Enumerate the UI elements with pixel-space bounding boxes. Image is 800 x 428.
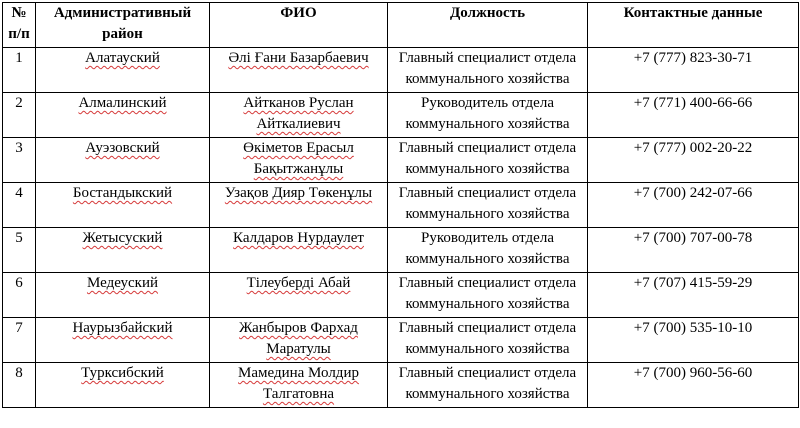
row-district bbox=[36, 48, 210, 93]
row-num: 7 bbox=[3, 318, 36, 363]
row-district bbox=[36, 273, 210, 318]
row-position: Главный специалист отдела коммунального хозяйства bbox=[388, 183, 588, 228]
row-district bbox=[36, 93, 210, 138]
row-fio bbox=[210, 273, 388, 318]
district-text: Алмалинский bbox=[78, 95, 167, 111]
row-num: 2 bbox=[3, 93, 36, 138]
table-row bbox=[3, 138, 799, 183]
table-row bbox=[3, 363, 799, 408]
header-contacts: Контактные данные bbox=[588, 3, 799, 48]
table-row bbox=[3, 228, 799, 273]
row-position: Главный специалист отдела коммунального хозяйства bbox=[388, 138, 588, 183]
row-contact: +7 (700) 535-10-10 bbox=[588, 318, 799, 363]
fio-text: Әлі Ғани Базарбаевич bbox=[228, 50, 369, 66]
row-contact: +7 (707) 415-59-29 bbox=[588, 273, 799, 318]
row-district bbox=[36, 228, 210, 273]
row-contact: +7 (777) 002-20-22 bbox=[588, 138, 799, 183]
fio-text: Калдаров Нурдаулет bbox=[233, 230, 364, 246]
contacts-table bbox=[2, 2, 799, 408]
row-position: Главный специалист отдела коммунального хозяйства bbox=[388, 318, 588, 363]
table-row bbox=[3, 93, 799, 138]
row-position: Главный специалист отдела коммунального хозяйства bbox=[388, 48, 588, 93]
row-fio bbox=[210, 48, 388, 93]
district-text: Жетысуский bbox=[82, 230, 163, 246]
row-position: Руководитель отдела коммунального хозяйства bbox=[388, 93, 588, 138]
row-fio bbox=[210, 138, 388, 183]
row-fio bbox=[210, 363, 388, 408]
row-district bbox=[36, 363, 210, 408]
fio-text: Өкiметов Ерасыл Бақытжанұлы bbox=[243, 140, 354, 177]
row-district bbox=[36, 183, 210, 228]
row-num: 5 bbox=[3, 228, 36, 273]
row-contact: +7 (700) 242-07-66 bbox=[588, 183, 799, 228]
row-district bbox=[36, 318, 210, 363]
district-text: Алатауский bbox=[85, 50, 160, 66]
district-text: Турксибский bbox=[81, 365, 164, 381]
row-num: 3 bbox=[3, 138, 36, 183]
row-fio bbox=[210, 318, 388, 363]
fio-text: Жанбыров Фархад Маратулы bbox=[239, 320, 358, 357]
row-position: Руководитель отдела коммунального хозяйства bbox=[388, 228, 588, 273]
header-num: № п/п bbox=[3, 3, 36, 48]
header-fio: ФИО bbox=[210, 3, 388, 48]
district-text: Наурызбайский bbox=[72, 320, 173, 336]
fio-text: Мамедина Молдир Талгатовна bbox=[238, 365, 359, 402]
row-contact: +7 (700) 960-56-60 bbox=[588, 363, 799, 408]
fio-text: Тілеуберді Абай bbox=[246, 275, 351, 291]
table-header-row bbox=[3, 3, 799, 48]
row-fio bbox=[210, 228, 388, 273]
row-contact: +7 (700) 707-00-78 bbox=[588, 228, 799, 273]
header-position: Должность bbox=[388, 3, 588, 48]
row-contact: +7 (777) 823-30-71 bbox=[588, 48, 799, 93]
fio-text: Айтканов Руслан Айткалиевич bbox=[243, 95, 354, 132]
district-text: Медеуский bbox=[86, 275, 158, 291]
table-row bbox=[3, 273, 799, 318]
row-num: 1 bbox=[3, 48, 36, 93]
row-position: Главный специалист отдела коммунального хозяйства bbox=[388, 273, 588, 318]
row-contact: +7 (771) 400-66-66 bbox=[588, 93, 799, 138]
row-num: 6 bbox=[3, 273, 36, 318]
row-fio bbox=[210, 93, 388, 138]
table-row bbox=[3, 318, 799, 363]
row-fio bbox=[210, 183, 388, 228]
header-district: Административный район bbox=[36, 3, 210, 48]
table-row bbox=[3, 183, 799, 228]
table-row bbox=[3, 48, 799, 93]
row-district bbox=[36, 138, 210, 183]
row-num: 4 bbox=[3, 183, 36, 228]
district-text: Ауэзовский bbox=[85, 140, 160, 156]
district-text: Бостандыкский bbox=[72, 185, 173, 201]
row-num: 8 bbox=[3, 363, 36, 408]
row-position: Главный специалист отдела коммунального хозяйства bbox=[388, 363, 588, 408]
fio-text: Узақов Дияр Төкенұлы bbox=[224, 185, 373, 201]
